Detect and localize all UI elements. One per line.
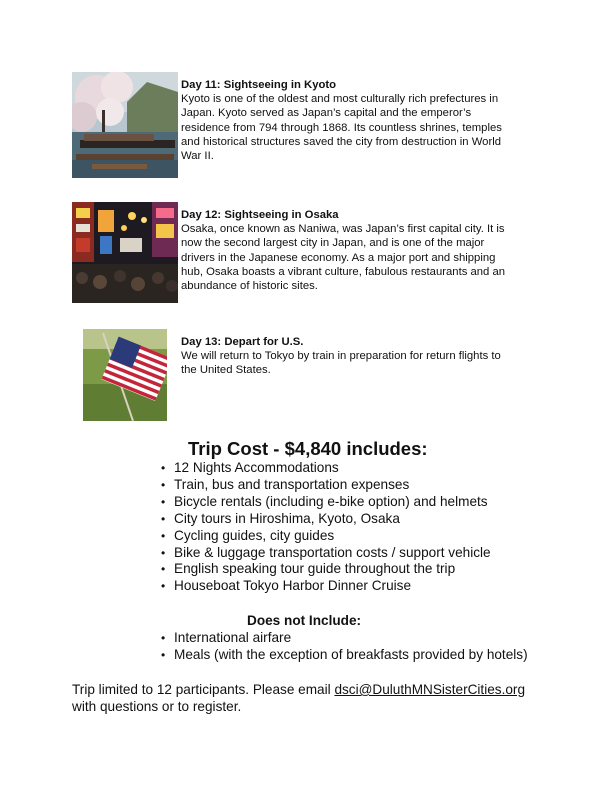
trip-cost-title: Trip Cost - $4,840 includes: (188, 438, 428, 459)
list-item: • Train, bus and transportation expenses (160, 477, 491, 494)
footer-text: Trip limited to 12 participants. Please email (72, 682, 335, 697)
list-item: • English speaking tour guide throughout the trip (160, 561, 491, 578)
day-12-block (181, 208, 541, 293)
list-item: • Cycling guides, city guides (160, 528, 491, 545)
day-title: Day 13: Depart for U.S. (181, 336, 304, 348)
kyoto-photo (72, 72, 178, 178)
day-11-block (181, 78, 541, 163)
list-item: • City tours in Hiroshima, Kyoto, Osaka (160, 511, 491, 528)
day-title: Day 12: Sightseeing in Osaka (181, 209, 339, 221)
excludes-list (160, 630, 528, 664)
list-item: • International airfare (160, 630, 528, 647)
list-item: • Bike & luggage transportation costs / support vehicle (160, 545, 491, 562)
includes-list (160, 460, 491, 595)
footer-text-end: with questions or to register. (72, 699, 242, 714)
us-flag-photo (83, 329, 167, 421)
day-description: Kyoto is one of the oldest and most culturally rich prefectures in Japan. Kyoto served as Japan’s capital and the emperor’s residence from 794 through 1868. Its countless shrines, temples and historical structures saved the city from destruction in World War II. (181, 93, 502, 163)
footer-note (72, 681, 552, 715)
day-title: Day 11: Sightseeing in Kyoto (181, 79, 337, 91)
list-item: • 12 Nights Accommodations (160, 460, 491, 477)
day-description: Osaka, once known as Naniwa, was Japan’s first capital city. It is now the second largest city in Japan, and is one of the major drivers in the Japanese economy. As a major port and shipping hub, Osaka boasts a vibrant culture, fabulous restaurants and an abundance of historic sites. (181, 223, 506, 293)
list-item: • Bicycle rentals (including e-bike option) and helmets (160, 494, 491, 511)
day-13-block (181, 335, 541, 378)
day-description: We will return to Tokyo by train in preparation for return flights to the United States. (181, 350, 501, 377)
email-link[interactable]: dsci@DuluthMNSisterCities.org (334, 682, 526, 697)
excludes-title: Does not Include: (247, 613, 362, 628)
list-item: • Meals (with the exception of breakfasts provided by hotels) (160, 647, 528, 664)
osaka-photo (72, 202, 178, 303)
list-item: • Houseboat Tokyo Harbor Dinner Cruise (160, 578, 491, 595)
